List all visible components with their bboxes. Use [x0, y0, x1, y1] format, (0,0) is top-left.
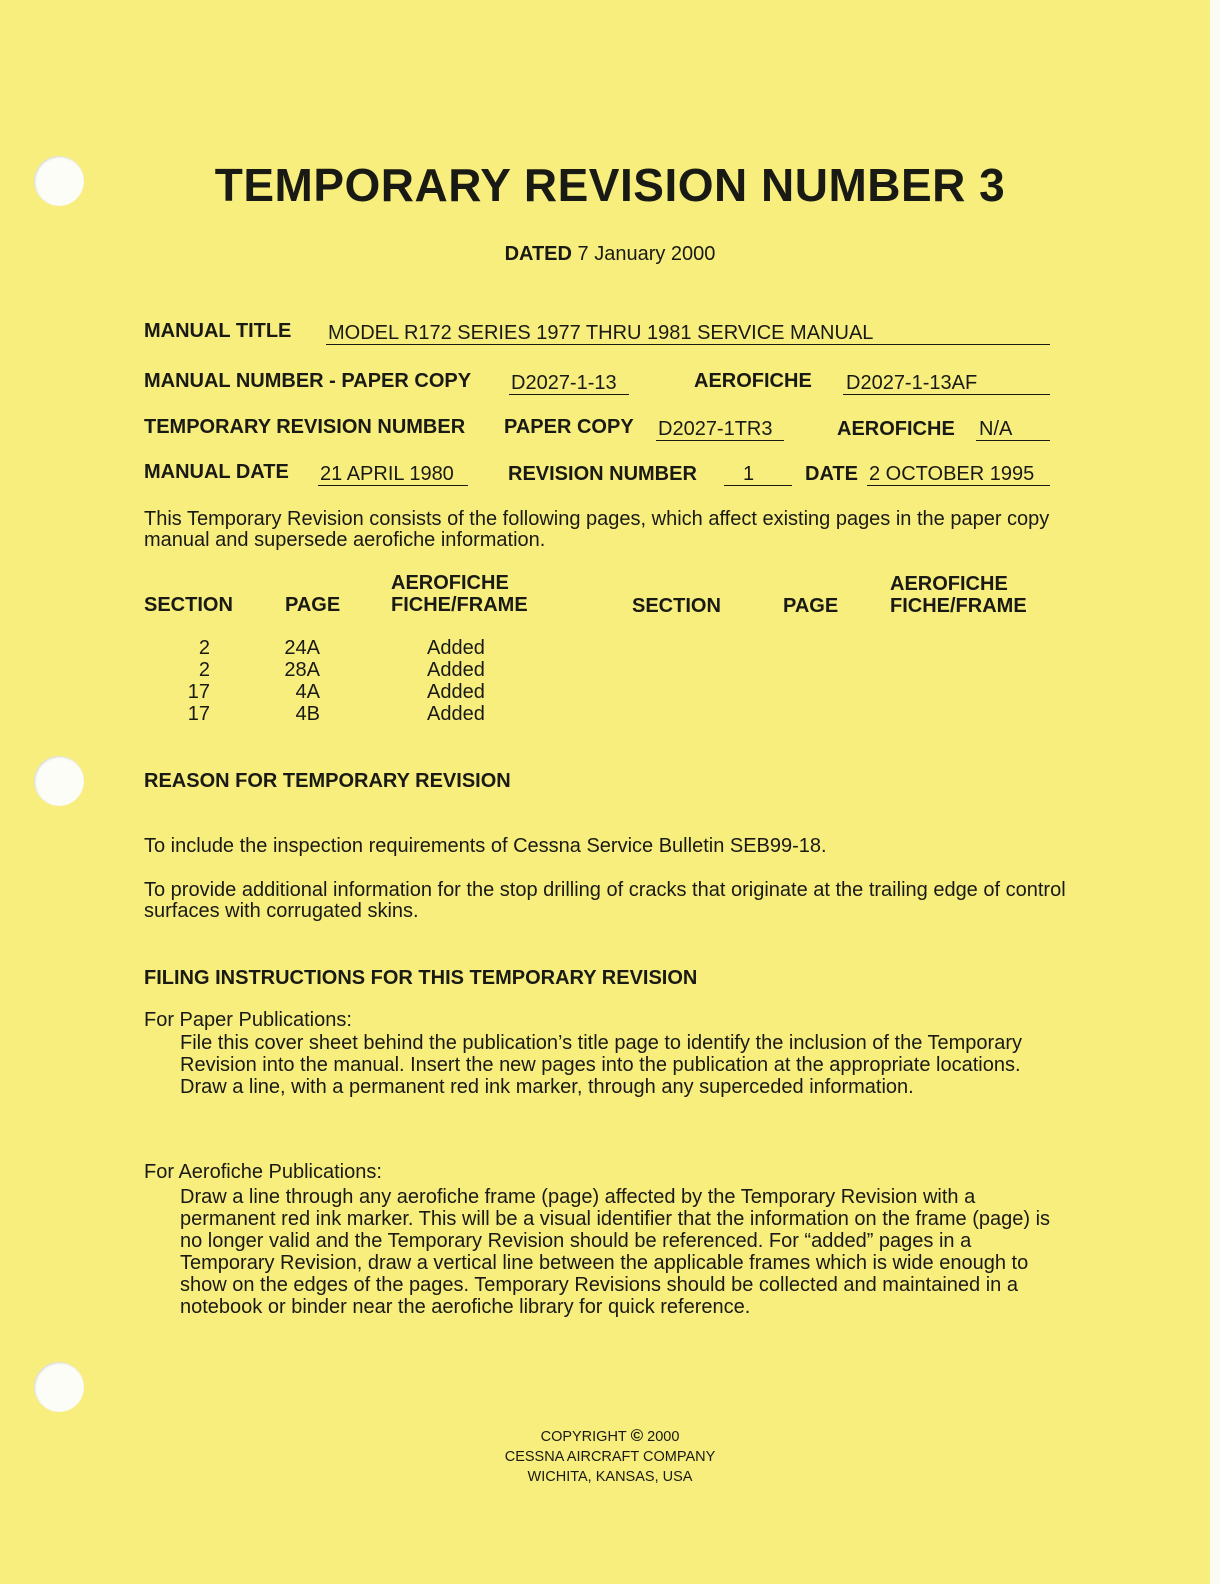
reason-paragraph-1: To include the inspection requirements of Cessna Service Bulletin SEB99-18.: [144, 835, 827, 857]
aerofiche-publications-label: For Aerofiche Publications:: [144, 1161, 382, 1183]
tr-paper-copy-label: PAPER COPY: [504, 416, 634, 438]
cell-frame: Added: [427, 659, 485, 681]
date-label: DATE: [805, 463, 858, 485]
cell-section: 2: [198, 637, 210, 659]
col-header-aerofiche: AEROFICHE: [391, 572, 509, 594]
underline: [867, 485, 1050, 486]
copyright-footer: [0, 1426, 1220, 1487]
underline: [656, 440, 784, 441]
document-title: TEMPORARY REVISION NUMBER 3: [214, 159, 1006, 211]
col-header-page: PAGE: [285, 594, 341, 616]
copyright-icon: ©: [630, 1426, 644, 1445]
manual-date-value: 21 APRIL 1980: [320, 463, 454, 485]
manual-title-label: MANUAL TITLE: [144, 320, 292, 342]
manual-number-label: [144, 370, 471, 393]
col-header-section: SECTION: [144, 594, 233, 616]
tr-aerofiche-label: AEROFICHE: [837, 418, 955, 440]
aerofiche-label: AEROFICHE: [694, 370, 812, 392]
cell-section: 2: [198, 659, 210, 681]
intro-paragraph: This Temporary Revision consists of the following pages, which affect existing pages in the paper copy manual and supersede aerofiche information.: [144, 508, 1050, 551]
dated-label: DATED: [504, 243, 572, 265]
reason-paragraph-2: To provide additional information for the stop drilling of cracks that originate at the trailing edge of control surfaces with corrugated skins.: [144, 879, 1066, 922]
copyright-year: 2000: [647, 1429, 680, 1445]
manual-date-label: MANUAL DATE: [144, 461, 289, 483]
paper-publications-label: For Paper Publications:: [144, 1009, 352, 1031]
punch-hole: [34, 1362, 84, 1412]
punch-hole: [34, 756, 84, 806]
underline: [509, 394, 629, 395]
revision-number-value: 1: [743, 463, 755, 485]
cell-frame: Added: [427, 637, 485, 659]
copyright-word: COPYRIGHT: [540, 1429, 627, 1445]
manual-title-value: MODEL R172 SERIES 1977 THRU 1981 SERVICE MANUAL: [328, 322, 874, 344]
col-header-fiche-frame-right: FICHE/FRAME: [890, 595, 1027, 617]
reason-heading: REASON FOR TEMPORARY REVISION: [144, 770, 511, 792]
underline: [724, 485, 792, 486]
col-header-fiche-frame: FICHE/FRAME: [391, 594, 528, 616]
tr-number-label: TEMPORARY REVISION NUMBER: [144, 416, 466, 438]
underline: [843, 394, 1050, 395]
aerofiche-publications-text: Draw a line through any aerofiche frame (page) affected by the Temporary Revision with a permanent red ink marker. This will be a visual identifier that the information on the frame (page) is no longer valid and the Temporary Revision should be referenced. For “added” pages in a Temporary Revision, draw a vertical line between the applicable frames which is wide enough to show on the edges of the pages. Temporary Revisions should be collected and maintained in a notebook or binder near the aerofiche library for quick reference.: [180, 1186, 1051, 1318]
copyright-line: [0, 1426, 1220, 1447]
paper-publications-text: File this cover sheet behind the publication’s title page to identify the inclusion of the Temporary Revision into the manual. Insert the new pages into the publication at the appropriate locations. Draw a line, with a permanent red ink marker, through any superceded information.: [180, 1032, 1022, 1098]
filing-heading: FILING INSTRUCTIONS FOR THIS TEMPORARY REVISION: [144, 967, 698, 989]
company-location: WICHITA, KANSAS, USA: [527, 1469, 693, 1485]
underline: [326, 344, 1050, 345]
manual-title-row: [144, 320, 291, 343]
cell-section: 17: [187, 703, 210, 725]
col-header-aerofiche-right: AEROFICHE: [890, 573, 1008, 595]
cell-page: 4A: [295, 681, 320, 703]
cell-page: 4B: [295, 703, 320, 725]
cell-frame: Added: [427, 681, 485, 703]
col-header-section-right: SECTION: [632, 595, 721, 617]
underline: [318, 485, 468, 486]
date-value: 2 OCTOBER 1995: [869, 463, 1035, 485]
page-edge: [1210, 0, 1220, 1584]
col-header-page-right: PAGE: [783, 595, 839, 617]
underline: [976, 440, 1050, 441]
cell-frame: Added: [427, 703, 485, 725]
cell-page: 24A: [284, 637, 320, 659]
tr-aerofiche-value: N/A: [979, 418, 1013, 440]
dated-line: [0, 243, 1220, 266]
aerofiche-value: D2027-1-13AF: [846, 372, 978, 394]
cell-page: 28A: [284, 659, 320, 681]
dated-value: 7 January 2000: [577, 243, 716, 265]
cell-section: 17: [187, 681, 210, 703]
tr-paper-copy-value: D2027-1TR3: [658, 418, 773, 440]
manual-number-label-text: MANUAL NUMBER - PAPER COPY: [144, 370, 472, 392]
revision-number-label: REVISION NUMBER: [508, 463, 697, 485]
manual-number-value: D2027-1-13: [511, 372, 617, 394]
company-name: CESSNA AIRCRAFT COMPANY: [504, 1449, 716, 1465]
